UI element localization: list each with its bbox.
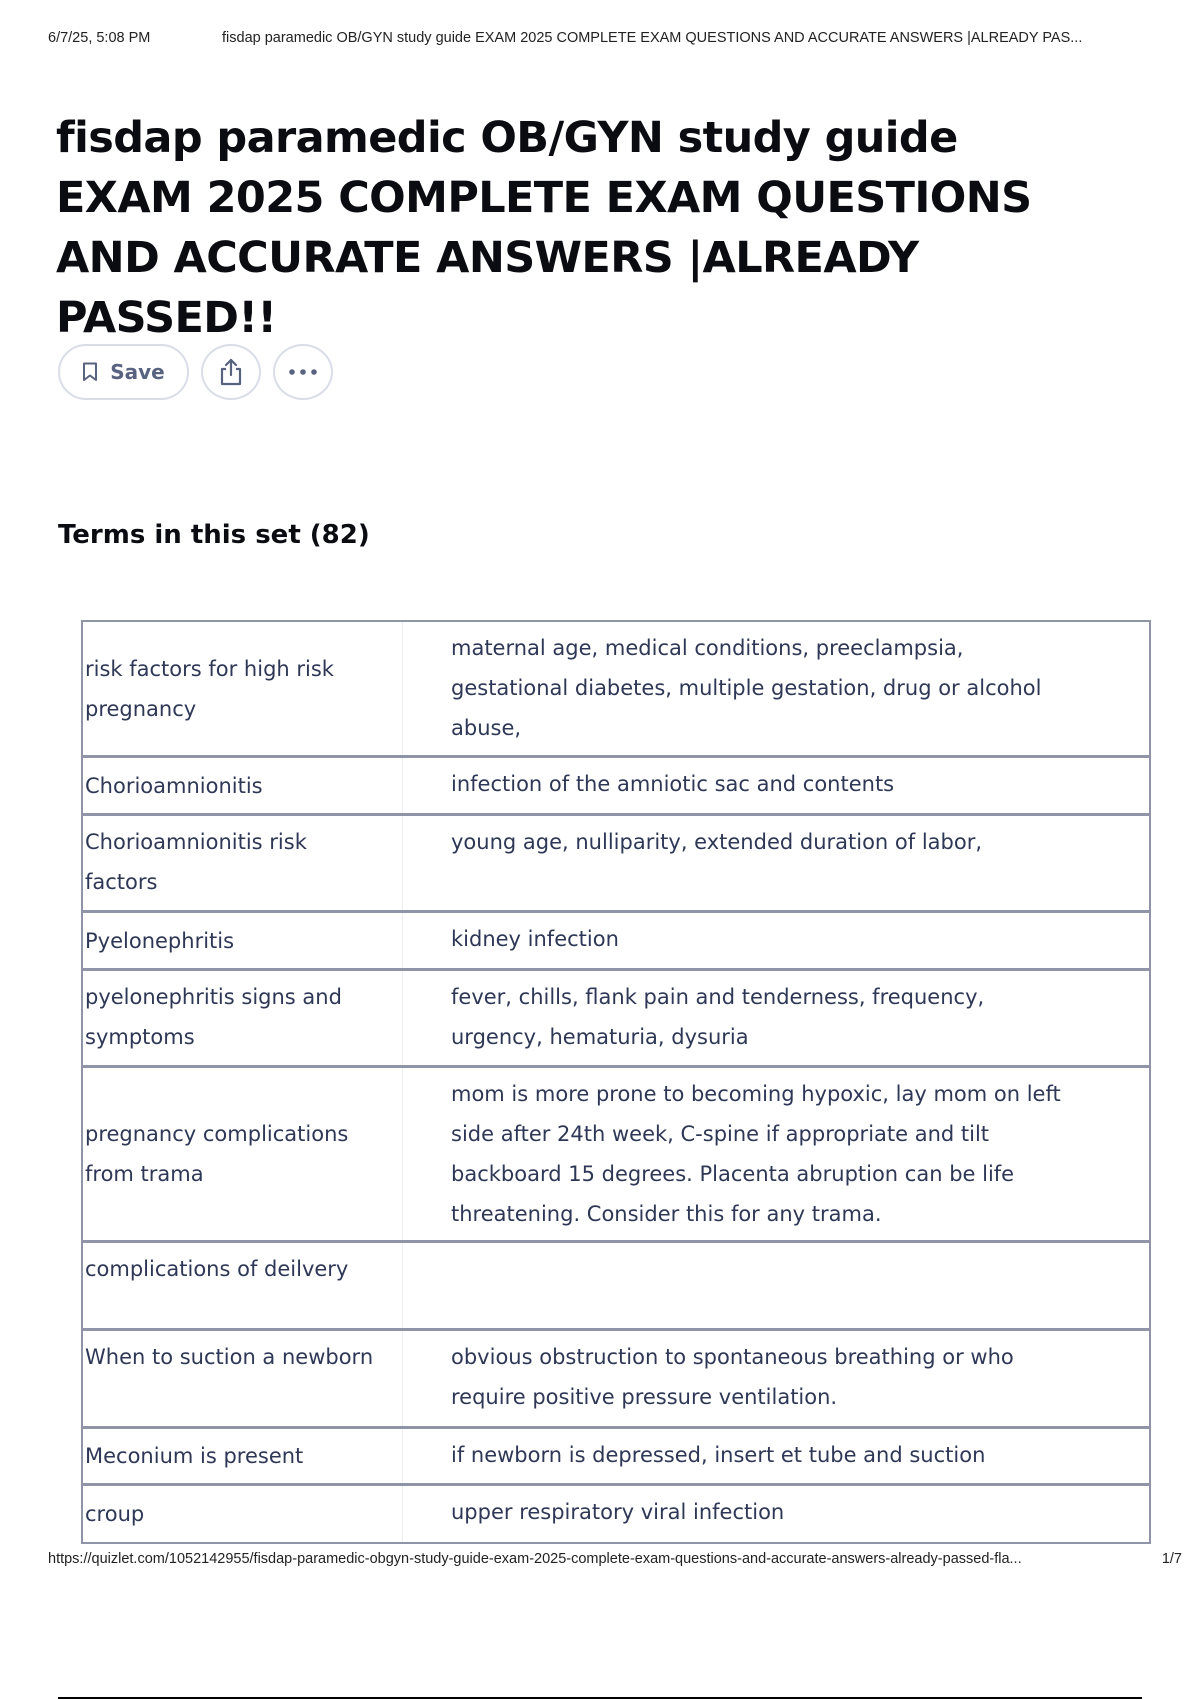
term-cell: risk factors for high risk pregnancy	[83, 622, 403, 755]
term-cell: complications of deilvery	[83, 1243, 403, 1328]
definition-cell: infection of the amniotic sac and contents	[451, 772, 895, 796]
definition-cell: maternal age, medical conditions, preeclampsia, gestational diabetes, multiple gestation, drug or alcohol abuse,	[451, 636, 1042, 740]
definition-cell: upper respiratory viral infection	[451, 1500, 785, 1524]
term-cell: When to suction a newborn	[83, 1331, 403, 1426]
more-dots-icon	[288, 368, 318, 376]
definition-cell	[403, 1243, 1149, 1328]
definition-cell: if newborn is depressed, insert et tube and suction	[451, 1443, 986, 1467]
table-row	[83, 971, 1149, 1068]
share-icon	[218, 358, 244, 386]
term-cell: pyelonephritis signs and symptoms	[83, 971, 403, 1065]
table-row	[83, 1486, 1149, 1544]
page-divider	[58, 1697, 1142, 1699]
term-cell: croup	[83, 1486, 403, 1542]
definition-cell: kidney infection	[451, 927, 619, 951]
bookmark-icon	[82, 362, 98, 382]
save-button[interactable]	[58, 344, 189, 400]
table-row	[83, 1429, 1149, 1486]
term-cell: Pyelonephritis	[83, 913, 403, 968]
definition-cell: fever, chills, flank pain and tenderness, frequency, urgency, hematuria, dysuria	[451, 985, 985, 1049]
save-button-label: Save	[110, 360, 165, 384]
term-cell: Chorioamnionitis risk factors	[83, 816, 403, 910]
terms-table	[81, 620, 1151, 1544]
terms-heading: Terms in this set (82)	[58, 520, 370, 550]
definition-cell: mom is more prone to becoming hypoxic, lay mom on left side after 24th week, C-spine if appropriate and tilt backboard 15 degrees. Placenta abruption can be life threatening. Consider this for any trama.	[451, 1082, 1061, 1226]
term-cell: Meconium is present	[83, 1429, 403, 1483]
term-cell: Chorioamnionitis	[83, 758, 403, 813]
print-doc-title: fisdap paramedic OB/GYN study guide EXAM 2025 COMPLETE EXAM QUESTIONS AND ACCURATE ANSWERS |ALREADY PAS...	[222, 30, 1083, 46]
table-row	[83, 758, 1149, 816]
term-cell: pregnancy complications from trama	[83, 1068, 403, 1240]
table-row	[83, 913, 1149, 971]
table-row	[83, 1068, 1149, 1243]
page-number: 1/7	[1161, 1551, 1182, 1567]
more-options-button[interactable]	[273, 344, 333, 400]
table-row	[83, 622, 1149, 758]
table-row	[83, 1243, 1149, 1331]
definition-cell: young age, nulliparity, extended duration of labor,	[451, 830, 983, 854]
table-row	[83, 1331, 1149, 1429]
print-url: https://quizlet.com/1052142955/fisdap-paramedic-obgyn-study-guide-exam-2025-complete-exam-questions-and-accurate-answers-already-passed-fla...	[48, 1551, 1022, 1567]
definition-cell: obvious obstruction to spontaneous breathing or who require positive pressure ventilation.	[451, 1345, 1014, 1409]
page-title: fisdap paramedic OB/GYN study guide EXAM 2025 COMPLETE EXAM QUESTIONS AND ACCURATE ANSWERS |ALREADY PASSED!!	[56, 113, 1032, 343]
table-row	[83, 816, 1149, 913]
print-datetime: 6/7/25, 5:08 PM	[48, 30, 151, 46]
share-button[interactable]	[201, 344, 261, 400]
